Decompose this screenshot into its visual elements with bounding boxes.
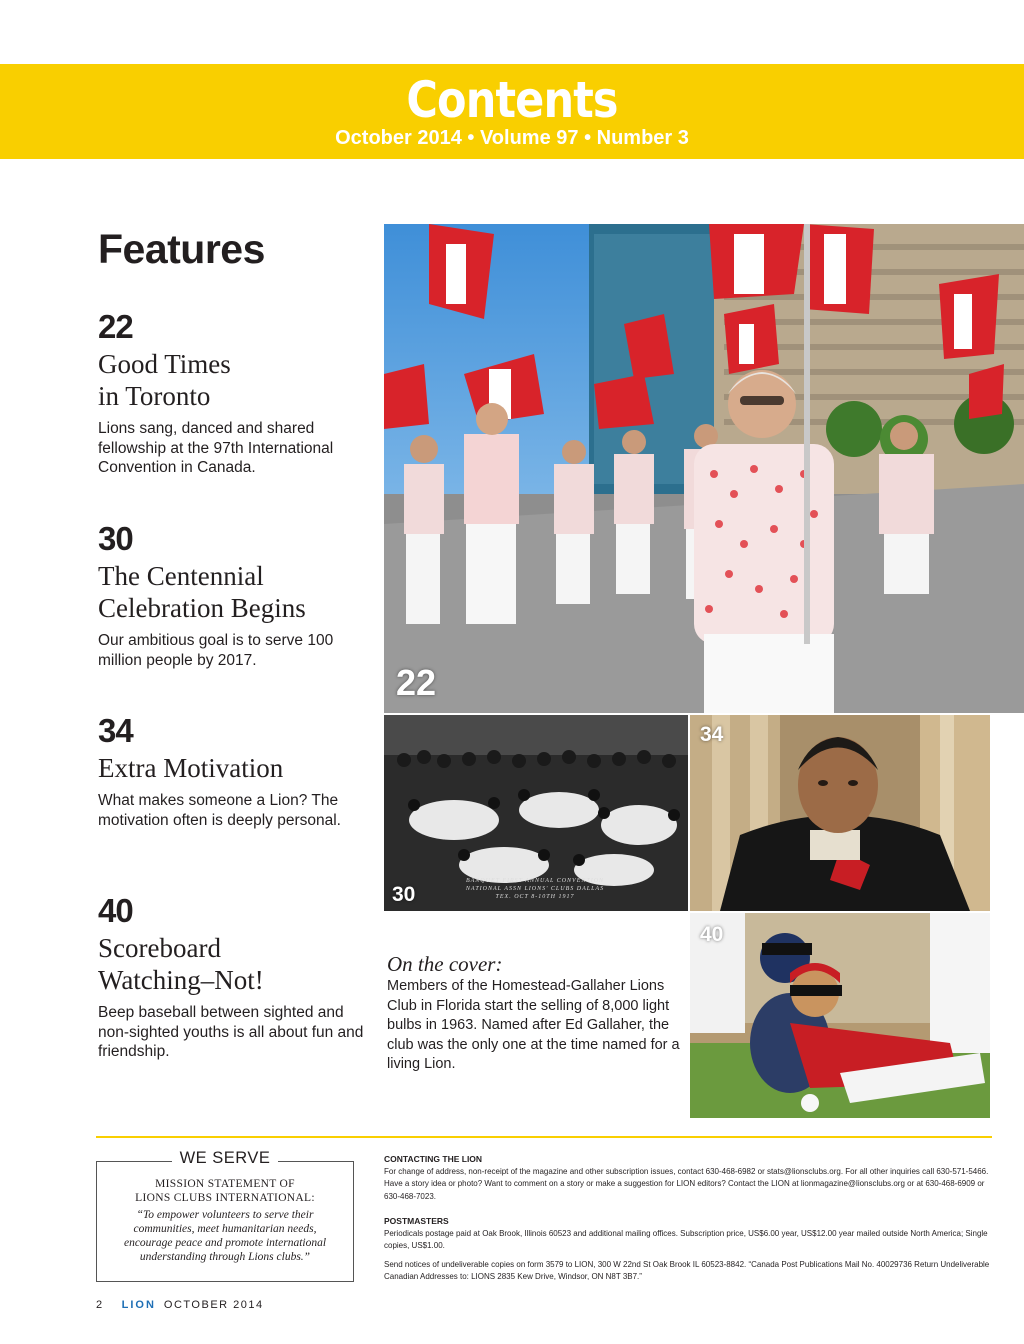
parade-photo[interactable] xyxy=(384,224,1024,713)
mission-heading: MISSION STATEMENT OF LIONS CLUBS INTERNATIONAL: xyxy=(135,1178,315,1204)
notices-text: Send notices of undeliverable copies on form 3579 to LION, 300 W 22nd St Oak Brook IL 60523-8842. “Canada Post Publications Mail No. 40029736 Return Undeliverable Canadian Addresses to: LIONS 2835 Kew Drive, Windsor, ON N8T 3B7.” xyxy=(384,1259,990,1282)
mission-box-title: WE SERVE xyxy=(96,1149,354,1168)
feature-good-times[interactable] xyxy=(98,308,368,478)
feature-description: Beep baseball between sighted and non-sighted youths is all about fun and friendship. xyxy=(98,1004,364,1060)
photo-page-label: 40 xyxy=(700,923,724,946)
page-title: Contents xyxy=(406,71,618,129)
feature-page-number: 40 xyxy=(98,892,133,929)
footer-issue: OCTOBER 2014 xyxy=(163,1299,264,1311)
feature-description: What makes someone a Lion? The motivation often is deeply personal. xyxy=(98,792,341,829)
feature-description: Our ambitious goal is to serve 100 million people by 2017. xyxy=(98,632,334,669)
feature-title: Scoreboard Watching–Not! xyxy=(98,933,264,995)
contents-banner xyxy=(0,64,1024,159)
postmasters-heading: POSTMASTERS xyxy=(384,1216,449,1226)
parade-photo-illustration xyxy=(384,224,1024,713)
postmasters-text: Periodicals postage paid at Oak Brook, Illinois 60523 and additional mailing offices. Subscription price, US$6.00 year, US$12.00 year mailed outside North America; Single copies, US$1.00. xyxy=(384,1228,988,1251)
page-number: 2 xyxy=(96,1299,104,1311)
cover-heading: On the cover: xyxy=(387,952,503,976)
contacting-text: For change of address, non-receipt of the magazine and other subscription issues, contact 630-468-6982 or stats@lionsclubs.org. For all other inquiries call 630-571-5466. Have a story idea or photo? Want to comment on a story or make a suggestion for LION editors? Contact the LION at lionmagazine@lionsclubs.org or at 630-468-6909 or 630-468-7023. xyxy=(384,1166,989,1201)
cover-text: Members of the Homestead-Gallaher Lions Club in Florida start the selling of 8,000 light bulbs in 1963. Named after Ed Gallaher, the club was the only one at the time named for a living Lion. xyxy=(387,978,680,1073)
photo-page-label: 34 xyxy=(700,723,724,746)
feature-title: The Centennial Celebration Begins xyxy=(98,561,306,623)
issue-subtitle: October 2014 • Volume 97 • Number 3 xyxy=(335,127,689,149)
photo-page-label: 22 xyxy=(396,662,437,703)
feature-description: Lions sang, danced and shared fellowship at the 97th International Convention in Canada. xyxy=(98,420,334,476)
feature-page-number: 30 xyxy=(98,520,133,557)
portrait-photo-illustration xyxy=(690,715,990,911)
contacting-section xyxy=(384,1154,994,1202)
notices-section xyxy=(384,1258,994,1283)
postmasters-section xyxy=(384,1216,994,1252)
page-footer xyxy=(96,1299,264,1311)
feature-page-number: 34 xyxy=(98,712,133,749)
baseball-photo-illustration xyxy=(690,913,990,1118)
mission-statement: “To empower volunteers to serve their communities, meet humanitarian needs, encourage peace and promote international understanding through Lions clubs.” xyxy=(123,1209,327,1263)
feature-scoreboard[interactable] xyxy=(98,892,368,1062)
banquet-caption: BANQUET FIRST ANNUAL CONVENTION NATIONAL ASSN LIONS' CLUBS DALLAS TEX. OCT 8-10TH 1917 xyxy=(465,878,605,900)
portrait-photo[interactable] xyxy=(690,715,990,911)
lion-brand: LION xyxy=(121,1299,156,1311)
section-divider xyxy=(96,1136,992,1138)
baseball-photo[interactable] xyxy=(690,913,990,1118)
banquet-photo[interactable] xyxy=(384,715,688,911)
feature-page-number: 22 xyxy=(98,308,133,345)
cover-caption xyxy=(387,952,682,1075)
feature-title: Good Times in Toronto xyxy=(98,349,231,411)
contacting-heading: CONTACTING THE LION xyxy=(384,1154,483,1164)
feature-extra-motivation[interactable] xyxy=(98,712,368,830)
features-heading: Features xyxy=(98,226,265,272)
feature-centennial[interactable] xyxy=(98,520,368,670)
photo-page-label: 30 xyxy=(392,883,416,906)
feature-title: Extra Motivation xyxy=(98,753,284,783)
